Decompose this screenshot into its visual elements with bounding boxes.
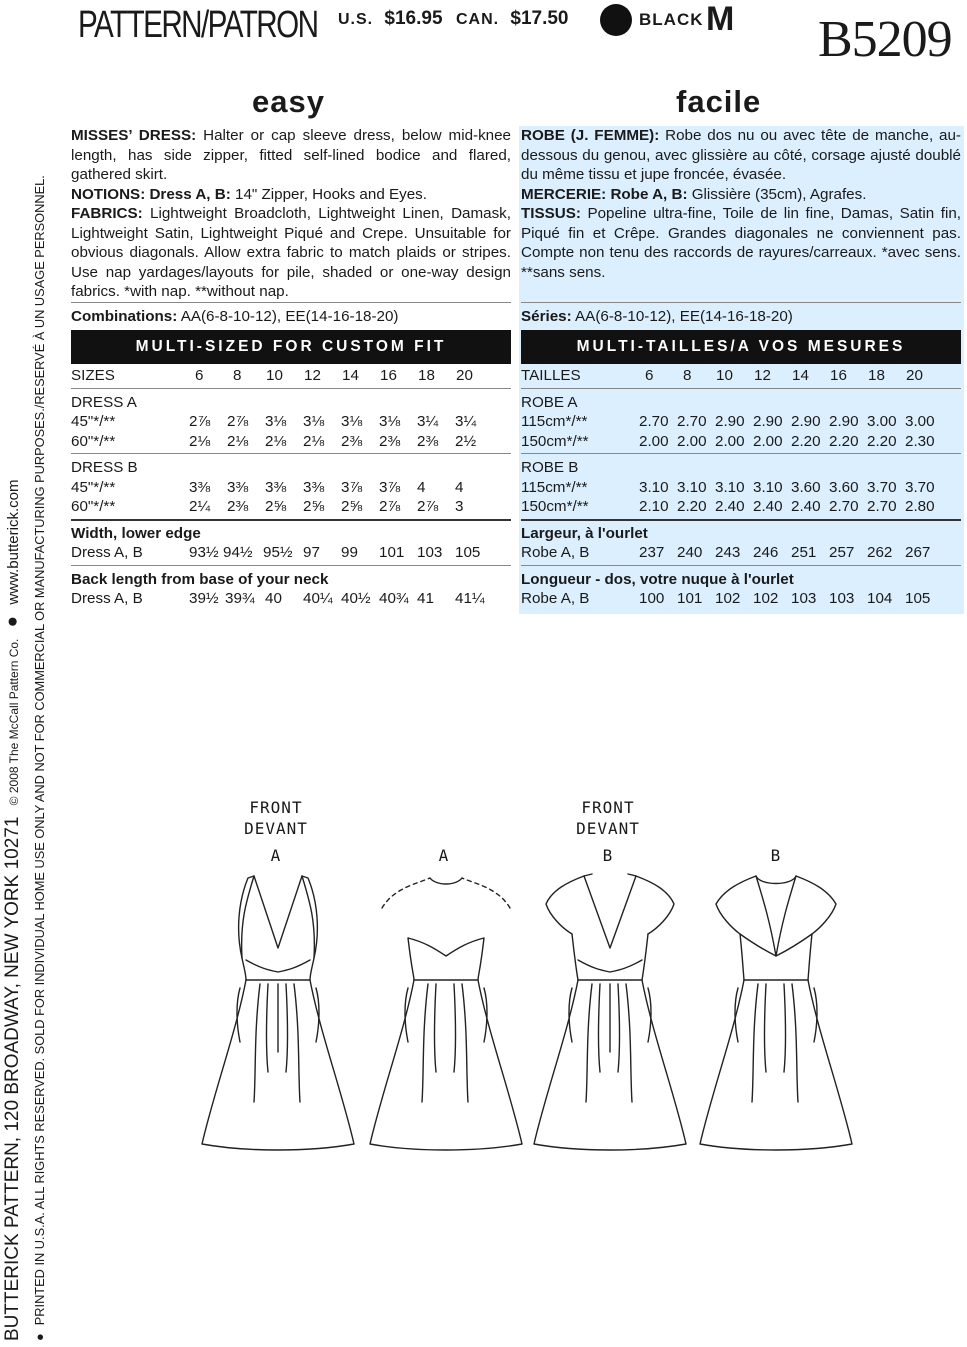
table-row: 115cm*/** 3.10 3.10 3.10 3.10 3.60 3.60 3.70 3.70 xyxy=(521,478,935,496)
en-back-heading: Back length from base of your neck xyxy=(71,570,329,588)
color-label: BLACK xyxy=(639,10,704,29)
en-dress-b-heading: DRESS B xyxy=(71,459,138,476)
publisher-address: BUTTERICK PATTERN, 120 BROADWAY, NEW YORK 10271 xyxy=(2,816,23,1341)
us-label: U.S. xyxy=(338,11,374,28)
en-yardage-table xyxy=(71,366,511,609)
fr-sizes-row: TAILLES 6 8 10 12 14 16 18 20 xyxy=(521,367,923,384)
fr-back-heading: Longueur - dos, votre nuque à l'ourlet xyxy=(521,570,794,588)
fr-fabrics: TISSUS: Popeline ultra-fine, Toile de lin fine, Damas, Satin fin, Piqué fin et Crêpe. Grandes diagonales ne conviennent pas. Compte non tenu des raccords de rayures/carreaux. *avec sens. **sans sens. xyxy=(521,205,961,281)
can-price xyxy=(456,8,569,30)
figure-label-front-a: FRONT DEVANT A xyxy=(244,798,308,865)
table-row: 115cm*/** 2.70 2.70 2.90 2.90 2.90 2.90 3.00 3.00 xyxy=(521,413,935,430)
publisher-line xyxy=(0,0,26,1347)
color-dot-icon xyxy=(600,4,632,36)
bullet-icon: ● xyxy=(32,1333,47,1341)
can-label: CAN. xyxy=(456,11,500,28)
fr-yardage-table xyxy=(521,366,961,609)
table-row: 45"*/** 2⅞ 2⅞ 3⅛ 3⅛ 3⅛ 3⅛ 3¼ 3¼ xyxy=(71,413,477,430)
divider xyxy=(71,302,511,303)
bullet-icon: ● xyxy=(2,615,23,628)
fr-desc: ROBE (J. FEMME): Robe dos nu ou avec tête de manche, au-dessous du genou, avec glissière au côté, corsage ajusté doublé du même tissu et jupe froncée, évasée. xyxy=(521,127,961,183)
divider xyxy=(71,565,511,566)
difficulty-en: easy xyxy=(252,84,325,119)
table-row: 60"*/** 2¼ 2⅜ 2⅝ 2⅝ 2⅝ 2⅞ 2⅞ 3 xyxy=(71,498,464,515)
table-row: 150cm*/** 2.10 2.20 2.40 2.40 2.40 2.70 2.70 2.80 xyxy=(521,498,935,515)
en-desc: MISSES’ DRESS: Halter or cap sleeve dress, below mid-knee length, has side zipper, fitted self-lined bodice and flared, gathered skirt. xyxy=(71,127,512,183)
fr-notions: MERCERIE: Robe A, B: Glissière (35cm), Agrafes. xyxy=(521,185,867,203)
divider xyxy=(521,565,961,566)
copyright: © 2008 The McCall Pattern Co. xyxy=(7,638,21,806)
size-code: M xyxy=(706,0,735,38)
brand-wordmark: PATTERN/PATRON xyxy=(78,4,318,46)
us-price-value: $16.95 xyxy=(384,8,443,29)
english-description xyxy=(71,126,511,302)
en-combinations: Combinations: AA(6-8-10-12), EE(14-16-18-20) xyxy=(71,308,399,325)
table-row: 60"*/** 2⅛ 2⅛ 2⅛ 2⅛ 2⅜ 2⅜ 2⅜ 2½ xyxy=(71,432,477,450)
dress-a-back-illustration xyxy=(364,872,528,1154)
table-row: 150cm*/** 2.00 2.00 2.00 2.00 2.20 2.20 2.20 2.30 xyxy=(521,432,935,450)
en-notions: NOTIONS: Dress A, B: 14" Zipper, Hooks and Eyes. xyxy=(71,185,427,203)
divider xyxy=(521,388,961,389)
divider xyxy=(521,453,961,454)
en-fabrics: FABRICS: Lightweight Broadcloth, Lightweight Linen, Damask, Lightweight Satin, Lightweight Piqué and Crepe. Unsuitable for obvious diagonals. Allow extra fabric to match plaids or stripes. Use nap yardages/layouts for pile, shaded or one-way design fabrics. *with nap. **without nap. xyxy=(71,205,511,300)
table-row: Robe A, B 237 240 243 246 251 257 262 267 xyxy=(521,544,931,561)
en-size-banner: MULTI-SIZED FOR CUSTOM FIT xyxy=(71,330,511,364)
fr-robe-a-heading: ROBE A xyxy=(521,393,578,411)
rights-text: PRINTED IN U.S.A. ALL RIGHTS RESERVED. SOLD FOR INDIVIDUAL HOME USE ONLY AND NOT FOR COMMERCIAL OR MANUFACTURING PURPOSES./RESERVÉ À UN USAGE PERSONNEL. xyxy=(32,175,47,1326)
fr-size-banner: MULTI-TAILLES/A VOS MESURES xyxy=(521,330,961,364)
can-price-value: $17.50 xyxy=(510,8,569,29)
divider xyxy=(71,388,511,389)
divider xyxy=(521,302,961,303)
rights-line xyxy=(30,0,50,1347)
divider xyxy=(71,519,511,521)
fr-width-heading: Largeur, à l'ourlet xyxy=(521,524,648,542)
figure-label-back-a: A xyxy=(438,846,450,865)
figure-label-back-b: B xyxy=(770,846,782,865)
figure-label-front-b: FRONT DEVANT B xyxy=(576,798,640,865)
website: www.butterick.com xyxy=(5,479,22,605)
table-row: Dress A, B 39½ 39¾ 40 40¼ 40½ 40¾ 41 41¼ xyxy=(71,590,485,607)
en-width-heading: Width, lower edge xyxy=(71,524,201,542)
table-row: 45"*/** 3⅜ 3⅜ 3⅜ 3⅜ 3⅞ 3⅞ 4 4 xyxy=(71,478,464,496)
dress-a-front-illustration xyxy=(196,872,360,1154)
dress-b-back-illustration xyxy=(694,872,858,1154)
dress-b-front-illustration xyxy=(528,872,692,1154)
french-description xyxy=(521,126,961,282)
fr-series: Séries: AA(6-8-10-12), EE(14-16-18-20) xyxy=(521,308,793,325)
table-row: Robe A, B 100 101 102 102 103 103 104 105 xyxy=(521,590,931,607)
pattern-number: B5209 xyxy=(818,11,952,68)
en-sizes-row: SIZES 6 8 10 12 14 16 18 20 xyxy=(71,367,473,384)
table-row: Dress A, B 93½ 94½ 95½ 97 99 101 103 105 xyxy=(71,544,481,561)
us-price xyxy=(338,8,443,30)
divider xyxy=(71,453,511,454)
fr-robe-b-heading: ROBE B xyxy=(521,459,579,476)
en-dress-a-heading: DRESS A xyxy=(71,393,137,411)
difficulty-fr: facile xyxy=(676,84,762,119)
divider xyxy=(521,519,961,521)
